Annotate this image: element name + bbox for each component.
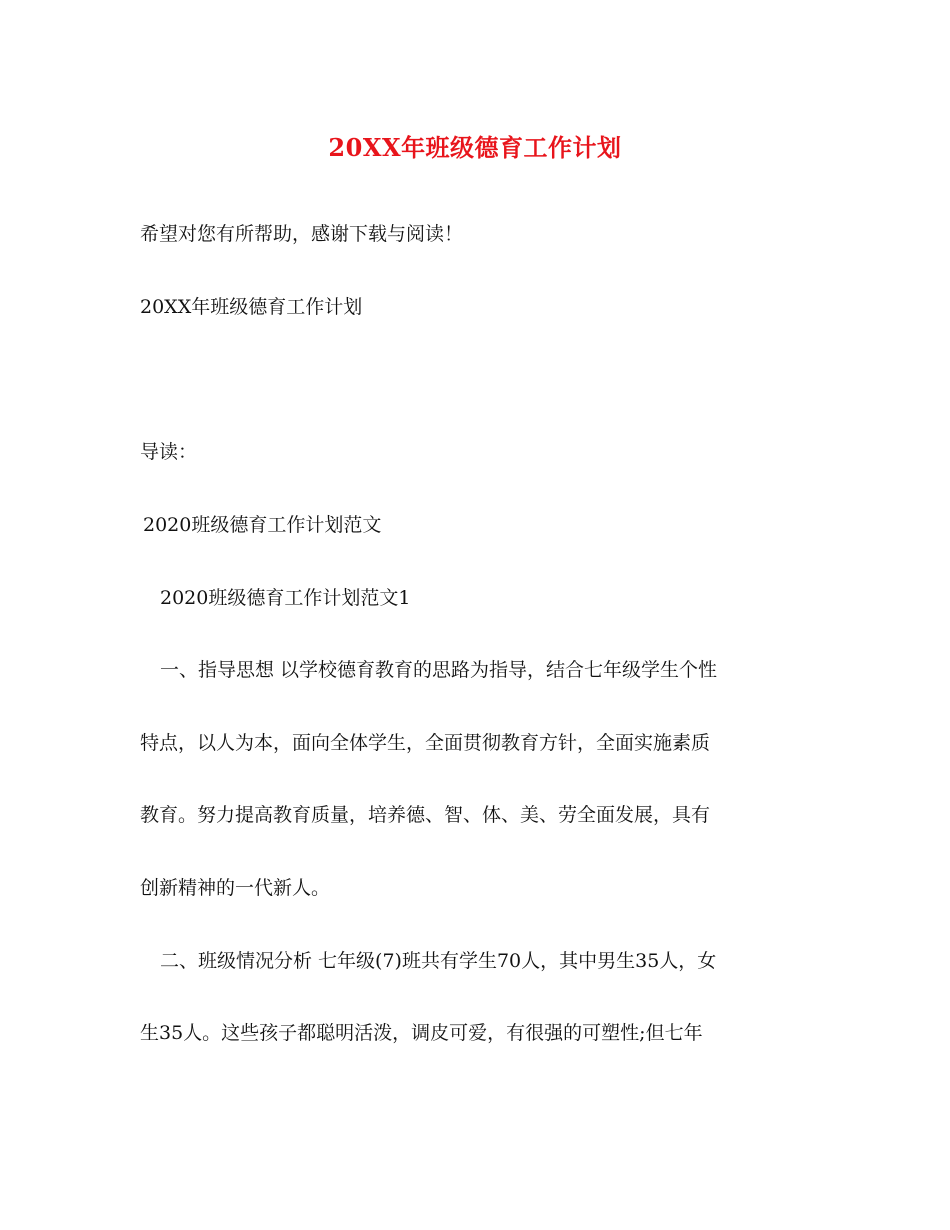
document-title: 20XX年班级德育工作计划 <box>328 133 622 162</box>
paragraph-line: 生35人。这些孩子都聪明活泼，调皮可爱，有很强的可塑性;但七年 <box>140 1022 703 1044</box>
section-subheading: 2020班级德育工作计划范文1 <box>160 587 411 609</box>
paragraph-line: 一、指导思想 以学校德育教育的思路为指导，结合七年级学生个性 <box>160 659 718 681</box>
paragraph-line: 创新精神的一代新人。 <box>140 877 331 899</box>
paragraph-line: 特点，以人为本，面向全体学生，全面贯彻教育方针，全面实施素质 <box>140 732 711 754</box>
paragraph-line: 教育。努力提高教育质量，培养德、智、体、美、劳全面发展，具有 <box>140 804 711 826</box>
subtitle-line: 20XX年班级德育工作计划 <box>140 296 363 318</box>
paragraph-line: 二、班级情况分析 七年级(7)班共有学生70人，其中男生35人，女 <box>160 950 717 972</box>
intro-line: 希望对您有所帮助，感谢下载与阅读！ <box>140 223 464 245</box>
guide-label: 导读： <box>140 441 198 463</box>
section-heading: 2020班级德育工作计划范文 <box>143 514 382 536</box>
